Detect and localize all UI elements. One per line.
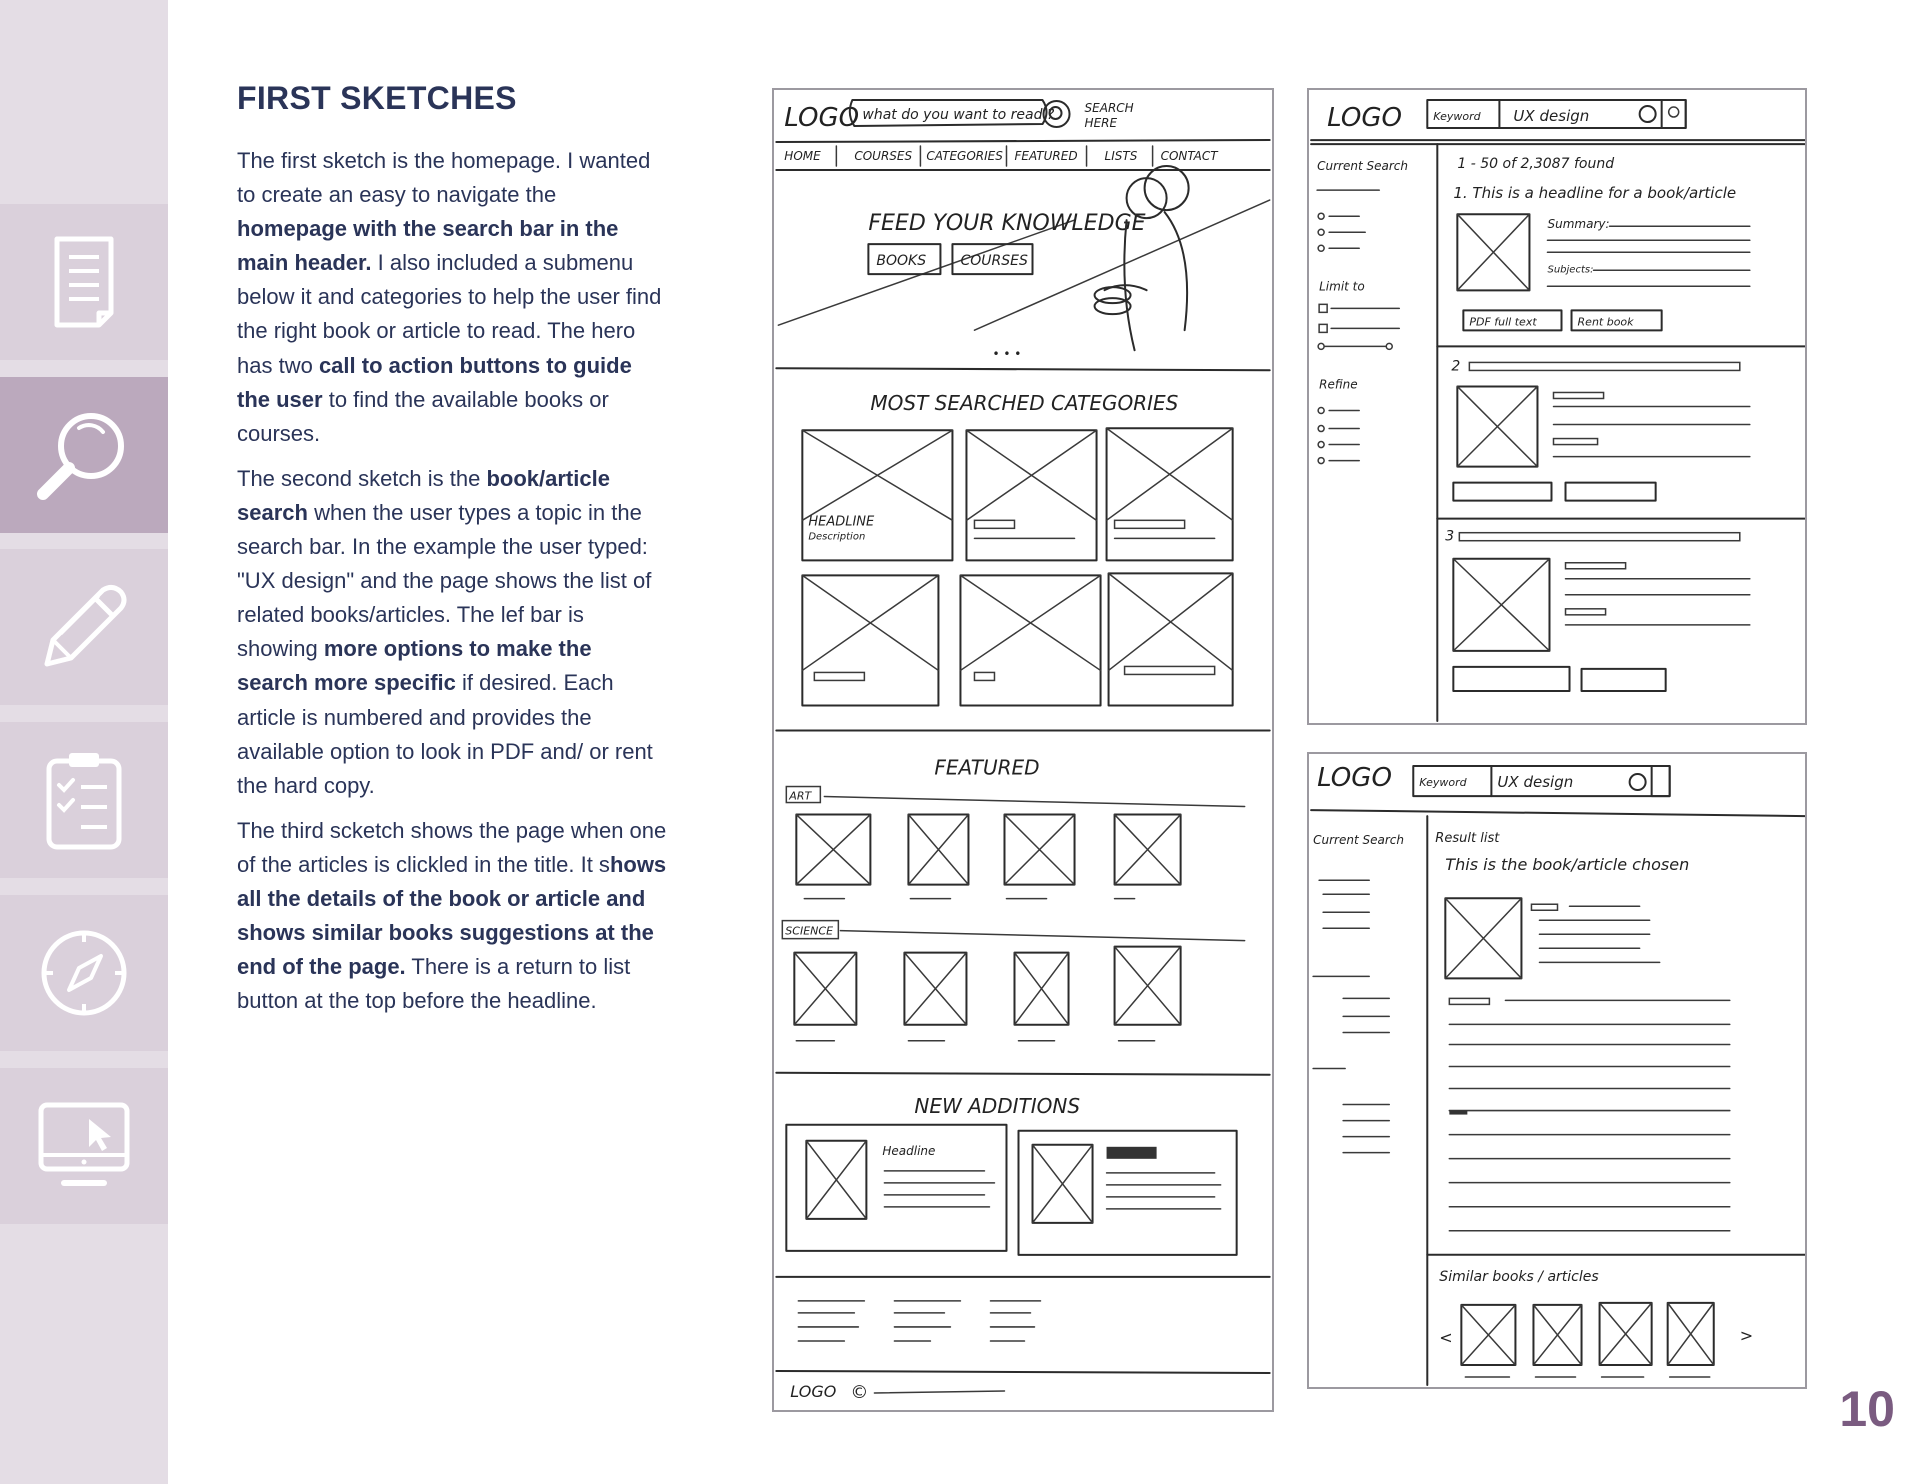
sidebar-tab-compass[interactable] bbox=[0, 895, 168, 1051]
sketch-query: UX design bbox=[1513, 107, 1590, 126]
body-text-run: There is a return to list button at the top before the headline. bbox=[237, 954, 631, 1014]
sketch-category-grid bbox=[802, 428, 1232, 705]
sketch-keyword-select: Keyword bbox=[1433, 110, 1481, 124]
sketch-section-title: MOST SEARCHED CATEGORIES bbox=[870, 391, 1179, 416]
sketch-footer-logo: LOGO bbox=[790, 1381, 837, 1401]
body-paragraph bbox=[237, 814, 667, 1019]
sidebar-tab-search[interactable] bbox=[0, 377, 168, 533]
page-number: 10 bbox=[1839, 1381, 1895, 1437]
bold-text: more options to make the search more specific bbox=[237, 636, 592, 696]
body-text-run: to find the available books or courses. bbox=[237, 386, 609, 446]
sketch-section-title: FEATURED bbox=[934, 755, 1040, 780]
sketch-copyright: © bbox=[850, 1381, 869, 1403]
body-text-run: The third scketch shows the page when one of the articles is clickled in the title. It s bbox=[237, 817, 667, 877]
sketch-tag: ART bbox=[789, 789, 812, 803]
sketch-hero-title: FEED YOUR KNOWLEDGE bbox=[868, 211, 1146, 237]
sketch-logo: LOGO bbox=[784, 103, 860, 134]
sidebar-tab-monitor[interactable] bbox=[0, 1068, 168, 1224]
page-title: FIRST SKETCHES bbox=[237, 80, 517, 116]
search-icon bbox=[29, 400, 139, 510]
sketch-results-count: 1 - 50 of 2,3087 found bbox=[1457, 156, 1615, 173]
sketch-similar-title: Similar books / articles bbox=[1439, 1268, 1599, 1285]
sketch-nav-item: COURSES bbox=[854, 149, 913, 164]
bold-text: call to action buttons to guide the user bbox=[237, 352, 632, 412]
sidebar-tab-document[interactable] bbox=[0, 204, 168, 360]
search-results-sketch bbox=[1307, 88, 1807, 725]
sketch-search-text: what do you want to read ? bbox=[862, 107, 1055, 124]
sketch-nav-item: CONTACT bbox=[1160, 149, 1218, 164]
monitor-cursor-icon bbox=[29, 1091, 139, 1201]
sketch-nav-item: CATEGORIES bbox=[926, 149, 1003, 164]
sketch-search-here-2: HERE bbox=[1084, 116, 1118, 131]
sketch-nav-item: HOME bbox=[784, 149, 821, 164]
detail-page-sketch-drawing bbox=[1309, 754, 1805, 1387]
sketch-tag: SCIENCE bbox=[785, 924, 834, 938]
sketch-limit-to: Limit to bbox=[1319, 279, 1365, 294]
sidebar bbox=[0, 0, 168, 1484]
sketch-result-headline: 1. This is a headline for a book/article bbox=[1453, 184, 1737, 203]
sketch-chosen-title: This is the book/article chosen bbox=[1445, 855, 1690, 875]
compass-icon bbox=[29, 918, 139, 1028]
sketch-result-number: 3 bbox=[1445, 528, 1455, 545]
body-text-run: The second sketch is the bbox=[237, 465, 487, 491]
bold-text: book/article search bbox=[237, 465, 610, 525]
sketch-keyword-select: Keyword bbox=[1419, 776, 1467, 790]
sketch-next-arrow[interactable]: > bbox=[1739, 1325, 1754, 1345]
body-paragraph bbox=[237, 144, 667, 451]
body-text-run: when the user types a topic in the search bar. In the example the user typed: "UX design" and the page shows the list of related books/articles. The lef bar is showing bbox=[237, 499, 652, 662]
sketch-result-number: 2 bbox=[1451, 358, 1461, 375]
sketch-current-search: Current Search bbox=[1317, 159, 1408, 174]
body-paragraph bbox=[237, 462, 667, 803]
sketch-dots: • • • bbox=[992, 347, 1022, 362]
sketch-featured-row-1 bbox=[796, 815, 1180, 899]
homepage-sketch-drawing bbox=[774, 90, 1272, 1410]
pencil-icon bbox=[29, 572, 139, 682]
bold-text: hows all the details of the book or article and shows similar books suggestions at the end of the page. bbox=[237, 851, 667, 980]
body-text-run: I also included a submenu below it and categories to help the user find the right book or article to read. The hero has two bbox=[237, 250, 662, 378]
sidebar-tab-pencil[interactable] bbox=[0, 549, 168, 705]
homepage-sketch bbox=[772, 88, 1274, 1412]
sketch-summary: Summary: bbox=[1547, 217, 1610, 232]
sketch-pdf-button: PDF full text bbox=[1469, 315, 1537, 329]
sketch-nav-item: LISTS bbox=[1104, 149, 1138, 164]
sketch-subjects: Subjects: bbox=[1547, 264, 1594, 276]
search-results-sketch-drawing bbox=[1309, 90, 1805, 723]
sketch-rent-button: Rent book bbox=[1577, 315, 1634, 329]
sketch-featured-row-2 bbox=[794, 947, 1180, 1041]
body-text bbox=[237, 144, 667, 1029]
sketch-logo: LOGO bbox=[1317, 763, 1392, 794]
document-icon bbox=[29, 227, 139, 337]
body-text-run: The first sketch is the homepage. I wanted to create an easy to navigate the bbox=[237, 148, 651, 208]
sketch-hero-button: COURSES bbox=[960, 253, 1028, 270]
sketch-card-description: Description bbox=[808, 531, 866, 543]
detail-page-sketch bbox=[1307, 752, 1807, 1389]
sketch-section-title: NEW ADDITIONS bbox=[914, 1093, 1081, 1118]
sketch-prev-arrow[interactable]: < bbox=[1439, 1327, 1453, 1347]
sketch-hero-button: BOOKS bbox=[876, 253, 927, 270]
sketch-return-to-list[interactable]: Result list bbox=[1435, 831, 1500, 847]
sketch-query: UX design bbox=[1497, 773, 1574, 792]
sketch-nav-item: FEATURED bbox=[1014, 149, 1078, 164]
sketch-card-headline: HEADLINE bbox=[808, 514, 875, 530]
sketch-new-headline: Headline bbox=[882, 1143, 936, 1158]
bold-text: homepage with the search bar in the main header. bbox=[237, 216, 619, 276]
clipboard-checklist-icon bbox=[29, 745, 139, 855]
sketch-search-here-1: SEARCH bbox=[1084, 101, 1134, 116]
body-text-run: if desired. Each article is numbered and provides the available option to look in PDF and/ or rent the hard copy. bbox=[237, 670, 653, 798]
sketch-current-search: Current Search bbox=[1313, 833, 1404, 848]
sketch-logo: LOGO bbox=[1327, 103, 1402, 134]
sidebar-tab-clipboard[interactable] bbox=[0, 722, 168, 878]
sketch-refine: Refine bbox=[1319, 377, 1358, 392]
